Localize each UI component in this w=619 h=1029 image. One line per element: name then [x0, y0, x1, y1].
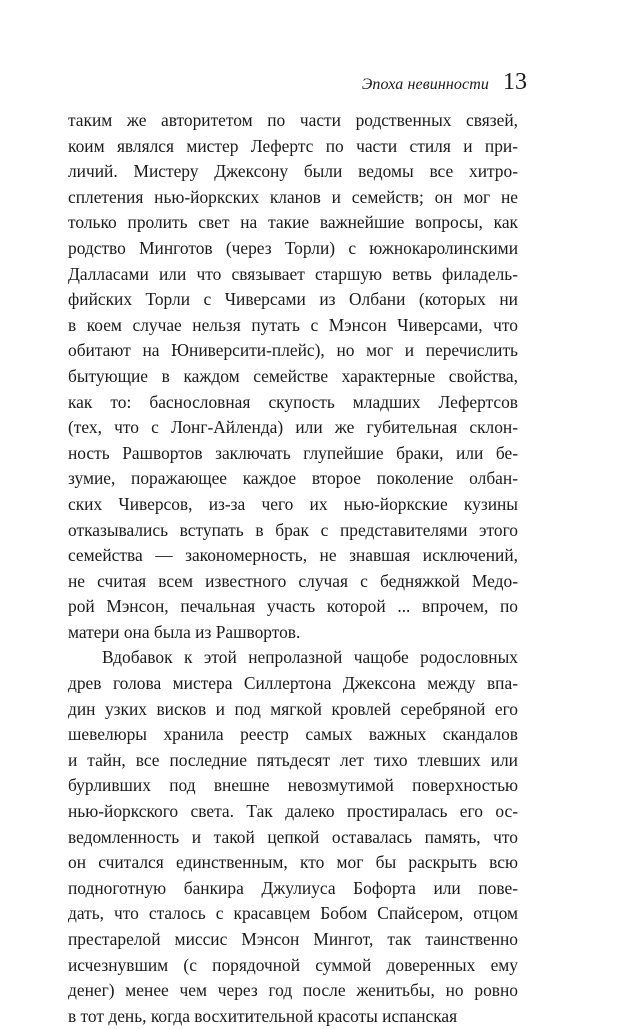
- running-header: [362, 70, 527, 94]
- body-text: [68, 108, 518, 1029]
- text-line: ведомленность и такой цепкой оставалась память, что: [68, 826, 518, 847]
- text-line: фийских Торли с Чиверсами из Олбани (которых ни: [68, 289, 518, 310]
- text-line: он считался единственным, кто мог бы раскрыть всю: [68, 852, 518, 873]
- book-title: Эпоха невинности: [361, 76, 489, 93]
- text-line: в коем случае нельзя путать с Мэнсон Чиверсами, что: [68, 314, 518, 335]
- text-line: рой Мэнсон, печальная участь которой ... впрочем, по: [68, 596, 518, 617]
- text-line: шевелюры хранила реестр самых важных скандалов: [68, 724, 518, 745]
- text-line: обитают на Юниверсити-плейс), но мог и перечислить: [68, 340, 518, 361]
- text-line: матери она была из Рашвортов.: [68, 621, 301, 642]
- text-line: таким же авторитетом по части родственных связей,: [68, 110, 518, 130]
- text-line: престарелой миссис Мэнсон Мингот, так таинственно: [68, 929, 518, 949]
- text-line: нью-йоркского света. Так далеко простиралась его ос-: [68, 801, 518, 822]
- text-line: бурливших под внешне невозмутимой поверхностью: [68, 775, 518, 796]
- text-line: не считая всем известного случая с бедняжкой Медо-: [68, 570, 518, 591]
- page-number: 13: [503, 69, 527, 95]
- text-line: дать, что сталось с красавцем Бобом Спайсером, отцом: [68, 903, 518, 924]
- text-line: подноготную банкира Джулиуса Бофорта или пове-: [68, 877, 518, 898]
- text-line: денег) менее чем через год после женитьбы, но ровно: [68, 980, 518, 1001]
- text-line: личий. Мистеру Джексону были ведомы все хитро-: [68, 161, 518, 182]
- text-line: дин узких висков и под мягкой кровлей серебряной его: [68, 698, 518, 719]
- text-line: коим являлся мистер Лефертс по части стиля и при-: [68, 135, 518, 156]
- text-line: (тех, что с Лонг-Айленда) или же губительная склон-: [68, 417, 518, 438]
- text-line: древ голова мистера Силлертона Джексона между впа-: [68, 673, 518, 694]
- text-line: бытующие в каждом семействе характерные свойства,: [68, 365, 518, 386]
- text-line: сплетения нью-йоркских кланов и семейств; он мог не: [68, 186, 518, 207]
- text-line: отказывались вступать в брак с представителями этого: [68, 519, 518, 540]
- text-line: Далласами или что связывает старшую ветвь филадель-: [68, 263, 518, 284]
- text-line: ность Рашвортов заключать глупейшие браки, или бе-: [68, 442, 518, 463]
- text-line: ских Чиверсов, из-за чего их нью-йоркские кузины: [68, 493, 518, 514]
- text-line: семейства — закономерность, не знавшая исключений,: [68, 545, 518, 566]
- text-line: и тайн, все последние пятьдесят лет тихо тлевших или: [68, 749, 518, 770]
- text-line: исчезнувшим (с порядочной суммой доверенных ему: [68, 954, 518, 975]
- text-line: в тот день, когда восхитительной красоты испанская: [68, 1005, 458, 1026]
- text-line: зумие, поражающее каждое второе поколение олбан-: [68, 468, 518, 489]
- text-line: как то: баснословная скупость младших Лефертсов: [68, 391, 518, 412]
- text-line: родство Минготов (через Торли) с южнокаролинскими: [68, 237, 518, 258]
- text-line: Вдобавок к этой непролазной чащобе родословных: [102, 647, 518, 668]
- text-line: только пролить свет на такие важнейшие вопросы, как: [68, 212, 518, 233]
